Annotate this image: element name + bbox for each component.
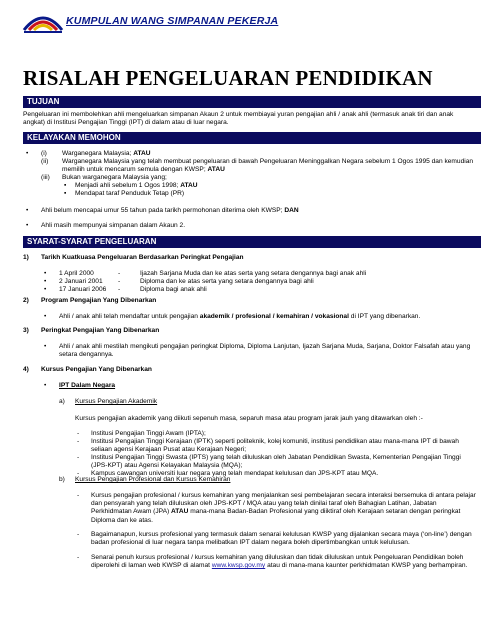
program-text [59, 313, 420, 321]
page-title: RISALAH PENGELUARAN PENDIDIKAN [23, 66, 433, 90]
tujuan-body [23, 111, 483, 127]
section-tujuan-heading: TUJUAN [23, 96, 481, 108]
kelayakan-item-iii: Bukan warganegara Malaysia yang; [62, 174, 167, 181]
kelayakan-item-i [62, 150, 151, 158]
section-title: Tarikh Kuatkuasa Pengeluaran Berdasarkan Peringkat Pengajian [41, 254, 244, 261]
dash: - [77, 470, 80, 477]
section-syarat-heading: SYARAT-SYARAT PENGELUARAN [23, 236, 481, 248]
kelayakan-sub-b: Mendapat taraf Penduduk Tetap (PR) [75, 190, 185, 197]
item-bold: DAN [284, 207, 299, 214]
profesional-para-1 [91, 492, 483, 525]
dash: - [77, 531, 80, 538]
sub-title: Kursus Pengajian Profesional dan Kursus Kemahiran [75, 476, 231, 483]
tujuan-body-line: angkat) di Institusi Pengajian Tinggi (IPT) di dalam atau di luar negara. [23, 119, 229, 127]
text-line: Bagaimanapun, kursus profesional yang termasuk dalam senarai kelulusan KWSP yang dijalankan secara maya (‘on-line’) dengan [91, 531, 472, 538]
text-line: Diploma dan ke atas. [91, 516, 153, 524]
date-desc: Diploma dan ke atas serta yang setara dengannya bagi ahli [140, 278, 314, 286]
kwsp-logo-icon [22, 10, 64, 36]
section-num: 2) [23, 297, 29, 304]
bullet-icon: • [44, 278, 47, 286]
date-dash: - [118, 270, 121, 277]
text-line: Ahli / anak ahli mestilah mengikuti pengajian peringkat Diploma, Diploma Lanjutan, Ijazah Sarjana Muda, Sarjana, Doktor Falsafah atau yang [59, 343, 471, 350]
bullet-icon: • [44, 286, 47, 294]
bullet-icon: • [44, 382, 47, 389]
text-line: diperolehi di laman web KWSP di alamat [91, 562, 210, 570]
item-bold: ATAU [207, 166, 225, 174]
text-line: mana-mana Badan-Badan Profesional yang diiktiraf oleh Kerajaan setaran dengan peringkat [190, 508, 461, 516]
date-desc: Ijazah Sarjana Muda dan ke atas serta yang setara dengannya bagi anak ahli [140, 270, 367, 277]
bullet-icon: • [44, 313, 47, 320]
kelayakan-sub-a [75, 182, 198, 190]
section-kelayakan-heading: KELAYAKAN MEMOHON [23, 132, 481, 144]
item-bold: ATAU [180, 182, 198, 189]
section-title: Peringkat Pengajian Yang Dibenarkan [41, 327, 160, 334]
date-dash: - [118, 286, 121, 294]
ipt-dalam-negara: IPT Dalam Negara [59, 382, 116, 389]
profesional-para-2 [91, 531, 483, 547]
dash: - [77, 454, 80, 461]
sub-label: a) [59, 398, 65, 405]
date-desc: Diploma bagi anak ahli [140, 286, 207, 294]
text-line: Kursus pengajian profesional / kursus kemahiran yang menjalankan sesi pembelajaran secara interaksi bersemuka di antara pelajar [91, 492, 476, 499]
item-text: Warganegara Malaysia; [62, 150, 132, 157]
text-line: Senarai penuh kursus profesional / kursus kemahiran yang diluluskan dan tidak diluluskan untuk Pengeluaran Pendidikan boleh [91, 554, 464, 561]
item-num: (i) [41, 150, 47, 157]
bullet-icon: • [44, 343, 47, 350]
item-text: Ahli belum mencapai umur 55 tahun pada tarikh permohonan diterima oleh KWSP; [41, 207, 283, 214]
section-num: 1) [23, 254, 29, 261]
date-dash: - [118, 278, 121, 286]
dash: - [77, 492, 80, 499]
item-text: Warganegara Malaysia yang telah membuat pengeluaran di bawah Pengeluaran Meninggalkan Negara sebelum 1 Ogos 1995 dan kemudian [62, 158, 474, 165]
bullet-icon: • [26, 222, 29, 229]
date-text: 1 April 2000 [59, 270, 94, 277]
item-text: memilih untuk mencarum semula dengan KWSP; [62, 166, 206, 174]
akademik-intro: Kursus pengajian akademik yang diikuti sepenuh masa, separuh masa atau program jarak jauh yang ditawarkan oleh :- [75, 415, 423, 422]
item-bold: ATAU [133, 150, 151, 157]
program-text-pre: Ahli / anak ahli telah mendaftar untuk pengajian [59, 313, 198, 320]
dash: - [77, 438, 80, 445]
section-num: 3) [23, 327, 29, 334]
item-text: Menjadi ahli sebelum 1 Ogos 1998; [75, 182, 179, 189]
kwsp-website-link[interactable]: www.kwsp.gov.my [211, 562, 266, 570]
sub-title: Kursus Pengajian Akademik [75, 398, 158, 405]
akademik-item: seliaan agensi Kerajaan Pusat atau Kerajaan Negeri; [91, 446, 247, 453]
org-name: KUMPULAN WANG SIMPANAN PEKERJA [66, 15, 279, 27]
section-num: 4) [23, 366, 29, 373]
program-text-bold: akademik / profesional / kemahiran / vokasional [199, 313, 349, 320]
tujuan-body-line: Pengeluaran ini membolehkan ahli mengeluarkan simpanan Akaun 2 untuk membiayai yuran pengajian ahli / anak ahli (termasuk anak tiri dan anak [23, 111, 454, 118]
section-title: Kursus Pengajian Yang Dibenarkan [41, 366, 152, 373]
sub-label: b) [59, 476, 65, 483]
text-line: atau di mana-mana kaunter perkhidmatan KWSP yang berhampiran. [267, 562, 468, 570]
square-bullet-icon: ▪ [64, 182, 67, 189]
square-bullet-icon: ▪ [64, 190, 67, 197]
akademik-item: Institusi Pengajian Tinggi Kerajaan (IPTK) seperti politeknik, kolej komuniti, institusi pendidikan atau mana-mana IPT di bawah [91, 438, 459, 445]
item-num: (ii) [41, 158, 49, 165]
bullet-icon: • [44, 270, 47, 277]
program-text-post: di IPT yang dibenarkan. [350, 313, 421, 320]
bullet-icon: • [26, 207, 29, 214]
profesional-para-3 [91, 554, 483, 570]
kelayakan-item-ii [62, 158, 482, 174]
text-bold: ATAU [171, 508, 189, 516]
akademik-item: (JPS-KPT) atau Agensi Kelayakan Malaysia (MQA); [91, 462, 243, 469]
date-text: 17 Januari 2006 [59, 286, 107, 294]
text-line: badan profesional di luar negara tanpa melibatkan IPT dalam negara boleh dipertimbangkan untuk kelulusan. [91, 539, 410, 547]
section-title: Program Pengajian Yang Dibenarkan [41, 297, 157, 304]
peringkat-text [59, 343, 483, 359]
item-num: (iii) [41, 174, 50, 181]
kelayakan-bullet-akaun: Ahli masih mempunyai simpanan dalam Akaun 2. [41, 222, 186, 229]
kelayakan-bullet-age [41, 207, 299, 215]
akademik-item: Kampus cawangan universiti luar negara yang telah mendapat kelulusan dan JPS-KPT atau MQA. [91, 470, 379, 477]
akademik-item: Institusi Pengajian Tinggi Swasta (IPTS) yang telah diluluskan oleh Jabatan Pendidikan Swasta, Kementerian Pengajian Tinggi [91, 454, 461, 461]
text-line: dan pensyarah yang telah diluluskan oleh JPS-KPT / MQA atau yang telah dinilai taraf oleh Bahagian Latihan, Jabatan [91, 500, 437, 508]
date-text: 2 Januari 2001 [59, 278, 103, 286]
bullet-icon: • [26, 150, 29, 157]
akademik-item: Institusi Pengajian Tinggi Awam (IPTA); [91, 430, 206, 437]
header [22, 10, 482, 38]
dash: - [77, 430, 80, 437]
text-line: Perkhidmatan Awam (JPA) [91, 508, 170, 516]
text-line: setara dengannya. [59, 351, 114, 359]
dash: - [77, 554, 80, 561]
